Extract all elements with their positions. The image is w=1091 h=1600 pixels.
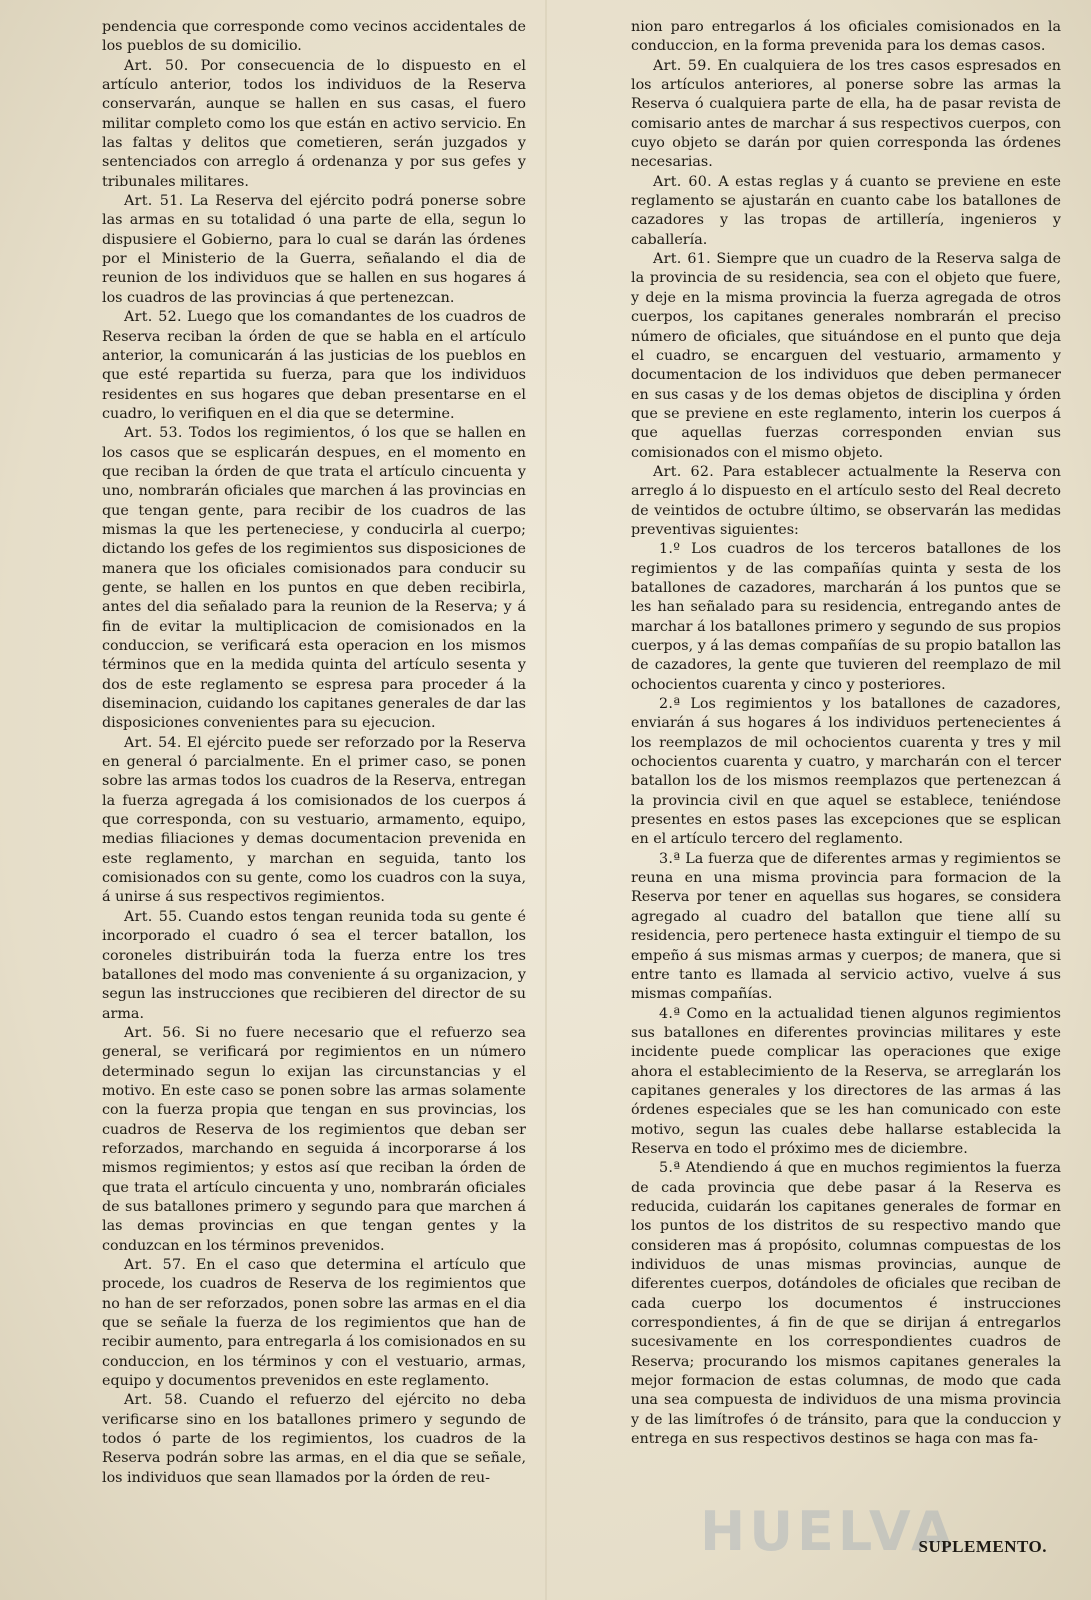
article-paragraph	[102, 308, 526, 424]
continued-text: pendencia que corresponde como vecinos accidentales de los pueblos de su domicilio.	[102, 19, 526, 55]
article-number: Art. 59.	[653, 57, 712, 74]
article-paragraph	[102, 1256, 526, 1391]
article-number: Art. 55.	[124, 908, 183, 925]
article-paragraph	[631, 173, 1061, 250]
article-number: Art. 53.	[124, 425, 183, 442]
left-column	[102, 18, 526, 1488]
library-watermark: HUELVA	[700, 1500, 957, 1563]
article-number: Art. 58.	[124, 1392, 188, 1409]
article-paragraph	[102, 57, 526, 192]
article-text: Todos los regimientos, ó los que se hallen en los casos que se esplicarán despues, en el momento en que reciban la órden de que trata el artículo cincuenta y uno, nombrarán oficiales que marchen á las provincias en que tengan gente, para recibir de los cuadros de las mismas la que les perteneciese, y conducirla al cuerpo; dictando los gefes de los regimientos sus disposiciones de manera que los oficiales comisionados para conducir su gente, se hallen en los puntos en que deben recibirla, antes del dia señalado para la reunion de la Reserva; y á fin de evitar la multiplicacion de comisionados en la conduccion, se verificará esta operacion en los mismos términos que en la medida quinta del artículo sesenta y dos de este reglamento se espresa para proceder á la diseminacion, cuidando los capitanes generales de dar las disposiciones convenientes para su ejecucion.	[102, 425, 527, 732]
article-number: 1.º	[659, 541, 681, 558]
enumerated-measure	[631, 695, 1061, 850]
article-number: Art. 60.	[653, 173, 712, 190]
article-text: El ejército puede ser reforzado por la Reserva en general ó parcialmente. En el primer caso, se ponen sobre las armas todos los cuadros de la Reserva, entregan la fuerza agregada á los comisionados de los cuerpos á que corresponda, con su vestuario, armamento, equipo, medias filiaciones y demas documentacion prevenida en este reglamento, y marchan en seguida, tanto los comisionados con su gente, como los cuadros con la suya, á unirse á sus respectivos regimientos.	[102, 734, 527, 906]
article-paragraph	[102, 424, 526, 734]
column-fold	[545, 0, 547, 1600]
article-number: Art. 51.	[124, 193, 184, 210]
article-number: 5.ª	[659, 1160, 681, 1177]
article-text: Luego que los comandantes de los cuadros de Reserva reciban la órden de que se habla en el artículo anterior, la comunicarán á las justicias de los pueblos en que esté repartida su fuerza, para que los individuos residentes en sus hogares que deban presentarse en el cuadro, lo verifiquen en el dia que se determine.	[102, 309, 526, 422]
article-number: 4.ª	[659, 1005, 681, 1022]
article-text: Los regimientos y los batallones de cazadores, enviarán á sus hogares á los individuos pertenecientes á los reemplazos de mil ochocientos cuarenta y tres y mil ochocientos cuarenta y cuatro, y marcharán con el tercer batallon los de los mismos reemplazos que pertenezcan á la provincia civil en que aquel se establece, teniéndose presentes en estos pases las excepciones que se esplican en el artículo tercero del reglamento.	[631, 696, 1061, 848]
catchword-suplemento: SUPLEMENTO.	[918, 1537, 1047, 1556]
article-paragraph	[631, 250, 1061, 463]
article-paragraph	[102, 1024, 526, 1256]
article-paragraph	[102, 908, 526, 1024]
enumerated-measure	[631, 540, 1061, 695]
article-text: La Reserva del ejército podrá ponerse sobre las armas en su totalidad ó una parte de ella, segun lo dispusiere el Gobierno, para lo cual se darán las órdenes por el Ministerio de la Guerra, señalando el dia de reunion de los individuos que se hallen en sus hogares á los cuadros de las provincias á que pertenezcan.	[102, 193, 526, 306]
article-number: 3.ª	[659, 850, 681, 867]
article-text: Si no fuere necesario que el refuerzo sea general, se verificará por regimientos en un número determinado segun lo exijan las circunstancias y el motivo. En este caso se ponen sobre las armas solamente con la fuerza propia que tengan en sus provincias, los cuadros de Reserva de los regimientos que deban ser reforzados, marchando en seguida á incorporarse á los mismos regimientos; y estos así que reciban la órden de que trata el artículo cincuenta y uno, nombrarán oficiales de sus batallones primero y segundo para que marchen á las demas provincias en que tengan gentes y la conduzcan en los términos prevenidos.	[102, 1024, 527, 1254]
article-number: Art. 50.	[124, 57, 189, 74]
article-number: Art. 57.	[124, 1257, 187, 1273]
article-text: Por consecuencia de lo dispuesto en el artículo anterior, todos los individuos de la Reserva conservarán, aunque se hallen en sus casas, el fuero militar completo como los que están en activo servicio. En las faltas y delitos que cometieren, serán juzgados y sentenciados con arreglo á ordenanza y por sus gefes y tribunales militares.	[102, 57, 526, 190]
article-paragraph	[102, 192, 526, 308]
article-text: Cuando el refuerzo del ejército no deba verificarse sino en los batallones primero y segundo de todos ó parte de los regimientos, los cuadros de la Reserva podrán sobre las armas, en el dia que se señale, los individuos que sean llamados por la órden de reu-	[102, 1392, 526, 1486]
article-text: Los cuadros de los terceros batallones de los regimientos y de las compañías quinta y sesta de los batallones de cazadores, marcharán á los puntos que se les han señalado para su residencia, entregando antes de marchar á los batallones primero y segundo de sus propios cuerpos, y á las demas compañías de su propio batallon las de cazadores, la gente que tuvieren del reemplazo de mil ochocientos cuarenta y cinco y posteriores.	[631, 541, 1061, 693]
article-number: Art. 52.	[124, 309, 182, 326]
article-number: Art. 61.	[653, 251, 711, 268]
article-number: 2.ª	[659, 696, 681, 713]
article-text: Como en la actualidad tienen algunos regimientos sus batallones en diferentes provincias militares y este incidente puede complicar las operaciones que exige ahora el establecimiento de la Reserva, se arreglarán los capitanes generales y los directores de las armas á las órdenes especiales que se les han comunicado con este motivo, segun las cuales debe hallarse establecida la Reserva en todo el próximo mes de diciembre.	[631, 1005, 1061, 1157]
continued-text: nion paro entregarlos á los oficiales comisionados en la conduccion, en la forma prevenida para los demas casos.	[631, 19, 1061, 55]
enumerated-measure	[631, 1159, 1061, 1449]
article-text: En cualquiera de los tres casos espresados en los artículos anteriores, al ponerse sobre las armas la Reserva ó cualquiera parte de ella, ha de pasar revista de comisario antes de marchar á sus respectivos cuerpos, con cuyo objeto se darán por quien corresponda las órdenes necesarias.	[631, 57, 1061, 171]
article-paragraph	[631, 57, 1061, 173]
right-column	[631, 18, 1061, 1449]
article-text: Para establecer actualmente la Reserva con arreglo á lo dispuesto en el artículo sesto del Real decreto de veintidos de octubre último, se observarán las medidas preventivas siguientes:	[631, 463, 1061, 538]
article-number: Art. 56.	[124, 1024, 186, 1041]
article-text: En el caso que determina el artículo que procede, los cuadros de Reserva de los regimientos que no han de ser reforzados, ponen sobre las armas en el dia que se señale la fuerza de los regimientos que han de recibir aumento, para entregarla á los comisionados en su conduccion, en los términos y con el vestuario, armas, equipo y documentos prevenidos en este reglamento.	[102, 1257, 526, 1390]
article-text: A estas reglas y á cuanto se previene en este reglamento se ajustarán en cuanto cabe los batallones de cazadores y las tropas de artillería, ingenieros y caballería.	[631, 173, 1061, 248]
enumerated-measure	[631, 850, 1061, 1005]
article-paragraph	[631, 463, 1061, 540]
article-paragraph	[102, 734, 526, 908]
article-text: Cuando estos tengan reunida toda su gente é incorporado el cuadro ó sea el tercer batallon, los coroneles distribuirán toda la fuerza entre los tres batallones del modo mas conveniente á su organizacion, y segun las instrucciones que recibieren del director de su arma.	[102, 908, 526, 1022]
article-text: La fuerza que de diferentes armas y regimientos se reuna en una misma provincia para formacion de la Reserva por tener en aquellas sus hogares, se considera agregado al cuadro del batallon que tiene allí su residencia, pero pertenece hasta extinguir el tiempo de su empeño á sus mismas armas y cuerpos; de manera, que si entre tanto es llamada al servicio activo, vuelve á sus mismas compañías.	[631, 850, 1062, 1003]
enumerated-measure	[631, 1005, 1061, 1160]
article-number: Art. 62.	[653, 463, 715, 480]
article-text: Siempre que un cuadro de la Reserva salga de la provincia de su residencia, sea con el objeto que fuere, y deje en la misma provincia la fuerza agregada de otros cuerpos, los capitanes generales nombrarán el preciso número de oficiales, que situándose en el punto que deja el cuadro, se encarguen del vestuario, armamento y documentacion de los individuos que deben permanecer en sus casas y de los demas objetos de disciplina y órden que se previene en este reglamento, interin los cuerpos á que aquellas fuerzas corresponden envian sus comisionados con el mismo objeto.	[631, 251, 1061, 461]
article-paragraph	[102, 1391, 526, 1488]
article-number: Art. 54.	[124, 734, 182, 751]
article-text: Atendiendo á que en muchos regimientos la fuerza de cada provincia que debe pasar á la Reserva es reducida, cuidarán los capitanes generales de formar en los puntos de los distritos de su respectivo mando que consideren mas á propósito, columnas compuestas de los individuos de unas mismas provincias, aunque de diferentes cuerpos, dotándoles de oficiales que reciban de cada cuerpo los documentos é instrucciones correspondientes, á fin de que se dirijan á entregarlos sucesivamente en los correspondientes cuadros de Reserva; procurando los mismos capitanes generales la mejor formacion de estas columnas, de modo que cada una sea compuesta de individuos de una misma provincia y de las limítrofes ó de tránsito, para que la conduccion y entrega en sus respectivos destinos se haga con mas fa-	[631, 1160, 1061, 1448]
